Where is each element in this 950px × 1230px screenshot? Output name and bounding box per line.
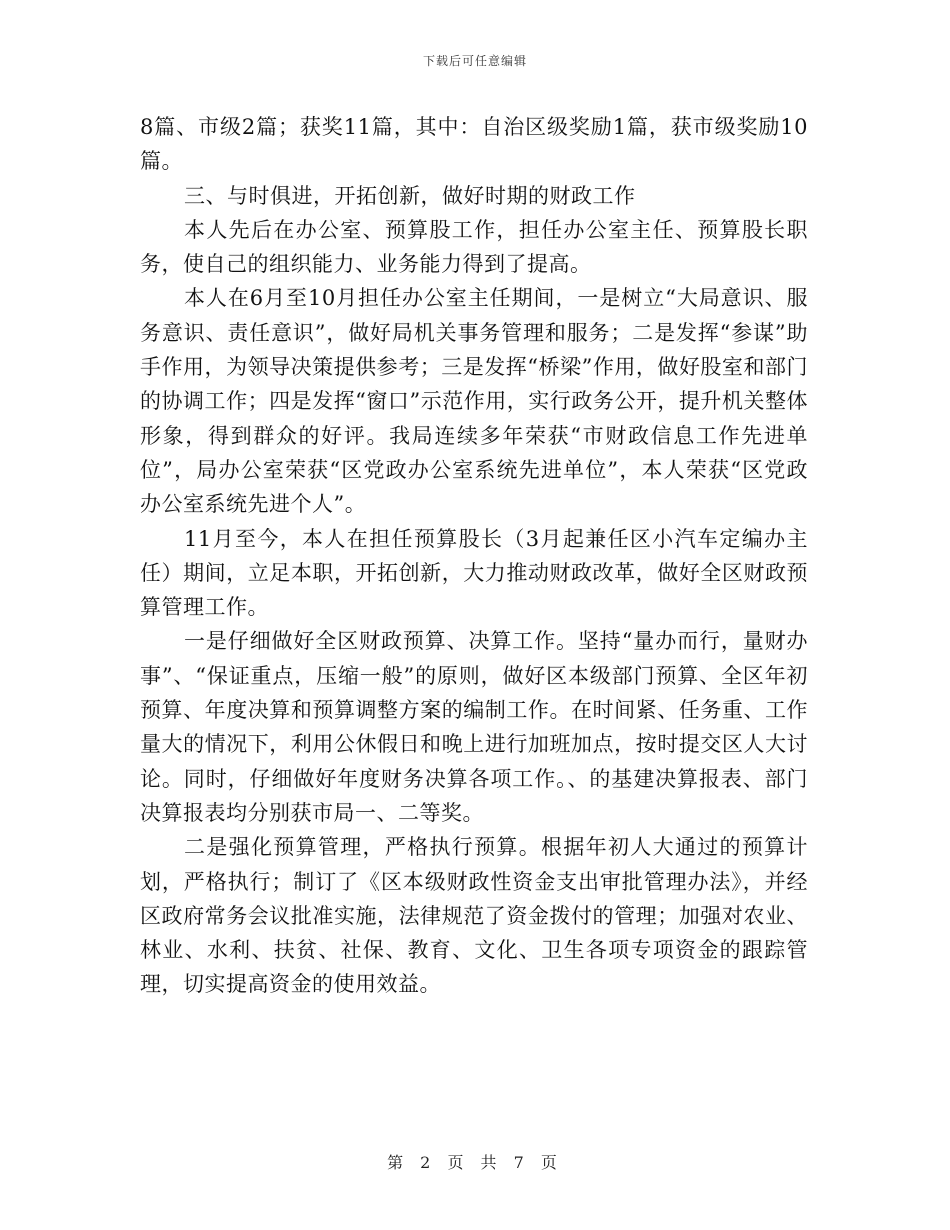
page-header-note: 下载后可任意编辑	[422, 54, 527, 68]
paragraph-3: 本人先后在办公室、预算股工作，担任办公室主任、预算股长职务，使自己的组织能力、业务能力得到了提高。	[140, 217, 808, 277]
page-number: 第 2 页 共 7 页	[387, 1153, 563, 1172]
paragraph-1: 8篇、市级2篇；获奖11篇，其中：自治区级奖励1篇，获市级奖励10篇。	[140, 115, 808, 174]
paragraph-7: 二是强化预算管理，严格执行预算。根据年初人大通过的预算计划，严格执行；制订了《区本级财政性资金支出审批管理办法》，并经区政府常务会议批准实施，法律规范了资金拨付的管理；加强对农业、林业、水利、扶贫、社保、教育、文化、卫生各项专项资金的跟踪管理，切实提高资金的使用效益。	[140, 835, 808, 997]
paragraph-4: 本人在6月至10月担任办公室主任期间，一是树立“大局意识、服务意识、责任意识”，做好局机关事务管理和服务；二是发挥“参谋”助手作用，为领导决策提供参考；三是发挥“桥梁”作用，做好股室和部门的协调工作；四是发挥“窗口”示范作用，实行政务公开，提升机关整体形象，得到群众的好评。我局连续多年荣获“市财政信息工作先进单位”，局办公室荣获“区党政办公室系统先进单位”，本人荣获“区党政办公室系统先进个人”。	[140, 286, 808, 517]
paragraph-5: 11月至今，本人在担任预算股长（3月起兼任区小汽车定编办主任）期间，立足本职，开拓创新，大力推动财政改革，做好全区财政预算管理工作。	[140, 526, 808, 620]
section-heading: 三、与时俱进，开拓创新，做好时期的财政工作	[184, 183, 636, 208]
document-body	[140, 110, 808, 1002]
paragraph-6: 一是仔细做好全区财政预算、决算工作。坚持“量办而行，量财办事”、“保证重点，压缩一般”的原则，做好区本级部门预算、全区年初预算、年度决算和预算调整方案的编制工作。在时间紧、任务重、工作量大的情况下，利用公休假日和晚上进行加班加点，按时提交区人大讨论。同时，仔细做好年度财务决算各项工作。、的基建决算报表、部门决算报表均分别获市局一、二等奖。	[140, 629, 808, 825]
